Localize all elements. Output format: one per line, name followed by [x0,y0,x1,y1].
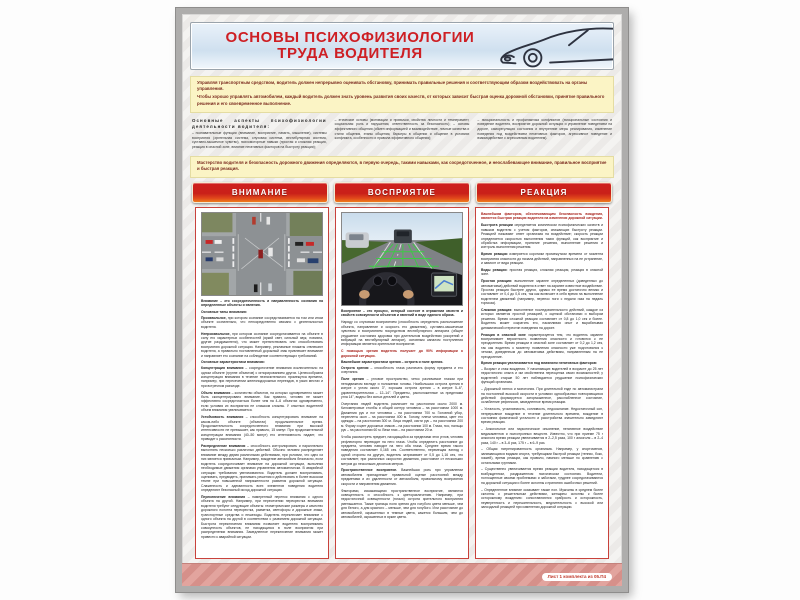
mastery-note [190,156,614,178]
content-panels [190,207,614,559]
paragraph: Устойчивость внимания – способность концентрировать внимание на каком-либо объекте (объектах) продолжительное время. Продолжительность сосредоточенного внимания при высокой интенсивности не превышает, как правило, 15 минут. При продолжительной концентрации внимания (40–50 минут) его интенсивность падает, что приводит к рассеянности. [201,415,324,442]
car-sketch-icon [495,23,613,69]
paragraph: Непроизвольное, при котором сознание сосредотачивается на объекте в силу его характерных особенностей (яркий свет, сильный звук, новизна, другие раздражители), что может препятствовать или способствовать восприятию дорожной ситуации. Например, рекламные плакаты отвлекают водителя, а правильно поставленный дорожный знак привлекает внимание и направляет его сознание на соблюдение соответствующих требований. [201,331,323,358]
paragraph: Важнейшие характеристики зрения – острота и поле зрения. [341,360,444,365]
bottom-band [182,563,622,586]
paragraph: С помощью зрения водитель получает до 90% информации о дорожной ситуации. [341,349,463,358]
intro-paragraph-2: Чтобы хорошо управлять автомобилем, каждый водитель должен знать уровень развития своих качеств, от которых зависит быстрая оценка дорожной обстановки, принятие правильного решения и его своевременное выполнение. [197,94,605,106]
poster-inner [182,14,622,586]
intro-paragraph-1: Управляя транспортным средством, водитель должен непрерывно оценивать обстановку, принимать правильные решения и соответствующим образом воздействовать на органы управления. [197,80,588,92]
paragraph: Восприятие – это процесс, который состоит в отражении качеств и свойств совокупности объектов и явлений в виде единого образа. [341,309,463,318]
paragraph: – Общая натренированность организма. Например, у спортсменов, занимающихся видами спорта, требующими быстрой реакции (теннис, бокс, хоккей), время реакции, как правило, намного меньше по сравнению с остальными группами. [481,447,603,465]
paragraph: Очертания людей водитель различает на расстоянии около 2000 м. Километровые столбы и общий контур человека – на расстоянии 1000 м. Движения рук и ног человека – на расстоянии 700 м. Головной убор, переплеты окон – на расстоянии 400 м. Голову, плечи человека, цвет его одежды – на расстоянии 300 м. Лица людей, кисти рук – на расстоянии 200 м. Форму и цвет дорожных знаков – на расстоянии 100 м. Глаза, нос, пальцы рук – на расстоянии 60 м. Веки глаз – на расстоянии 20 м. [341,401,463,433]
paragraph: Наряду со слуховым восприятием (способность определять расположение объекта, направление и скорость его движения), суставно-мышечным чувством и восприятием посредством вестибулярного аппарата (общее ухудшение состояния здоровья при длительном воздействии ускорений и вибраций на вестибулярный аппарат), основным каналом поступления информации является зрительное восприятие. [341,320,463,347]
aspects-column-1 [192,118,327,150]
paragraph: Основные характеристики внимания: [201,360,265,365]
aspects-column-3 [477,118,612,150]
paragraph: Важнейшим фактором, обеспечивающим безопасность вождения, является быстрая реакция водителя на изменения дорожной ситуации. [481,212,603,221]
driver-view-photo [341,212,463,306]
section-header-row [190,182,614,203]
reaction-text-block [481,212,603,510]
paragraph: Время реакции увеличивается под влиянием негативных факторов: [481,361,598,366]
paragraph: Распределение внимания – способность контролировать и параллельно выполнять несколько различных действий. Обычно человек распределяет внимание между двумя различными действиями, при условии, что одно из них является привычным. Например, вождение автомобиля безопасно, если водитель сосредоточивает внимание на дорожной ситуации, выполняя необходимые движения органами управления автоматически. В аварийной ситуации требования увеличиваются. Водитель должен воспринимать, оценивать, предвидеть, принимать решения и действовать в более высоком темпе при повышенной напряженности развития дорожной ситуации. Слаженность и адекватность всех элементов поведения водителя определяют безопасный исход дорожной ситуации. [201,444,323,493]
panel-attention [195,207,329,559]
paragraph: Сложная реакция: выполнение последовательности действий, каждое из которых является простой реакцией, с оценкой обстановки и выбором решения. Время сложной реакции составляет от 0,8 до 1,0 сек и более. Водитель может сократить его, накапливая опыт и вырабатывая динамический стереотип поведения на дороге. [481,308,603,330]
aspects-column-2 [335,118,470,150]
paragraph: Внимание – это сосредоточенность и направленность сознания на определенные объекты и явления. [201,299,323,308]
paragraph: Острота зрения – способность глаза различать форму предмета и его очертания. [341,366,463,375]
paragraph: Реакция в опасной зоне характеризуется тем, что водитель заранее воспринимает вероятность появления опасности и готовится к ее преодолению. Время реакции в опасной зоне составляет от 0,2 до 1,2 сек, так как водитель к моменту появления опасности уже подготовился к четким, доведенным до автоматизма действиям, направленным на ее преодоление. [481,332,603,359]
section-header-perception: ВОСПРИЯТИЕ [334,182,470,203]
aspects-text-2: – этические основы (мотивации и привычки, свойства личности и темперамент, социальная роль и нарушения, ответственность за безопасность); – основы эффективного общения (обмен информацией и взаимодействие, личные качества и стили общения, этапы общения, барьеры в общении и общение в условиях конфликта, особенности и правила эффективного общения); [334,117,470,141]
paragraph: Чтобы рассмотреть предмет, находящийся за пределами этих углов, человек рефлекторно переводит на него глаза. Чтобы определить расстояние до предмета, человек наводит на него оба глаза. Среднее время такого наведения составляет 0,165 сек. Соответственно, перемещая взгляд с одной стороны на другую, водитель затрачивает от 0,5 до 1,16 сек, что составляет, при различных скоростях движения, расстояние от нескольких метров до нескольких десятков метров. [341,435,463,466]
poster [176,8,628,592]
paragraph: – Усталость, утомляемость, сонливость, недосыпание. Недостаточный сон, непрерывное вождение в течение длительного времени, вождение в состоянии физической усталости и расстройства значительно замедляют время реакции. [481,407,603,425]
aspects-text-3: – эмоциональность и профилактика конфликтов (эмоциональные состояния и поведение водителя, восприятие дорожной ситуации и управление поведением на дороге, саморегуляция состояния и внутренние меры реагирования, изменение поведения под воздействием негативных факторов, агрессивное поведение и взаимодействие с агрессивным водителем). [477,117,613,141]
paragraph: Факторами, искажающими пространственное восприятие, являются освещенность и способность к цветоразличению. Например, при недостаточной освещенности (ночью) острота зрительного восприятия уменьшается. Также границы поля зрения для голубого цвета меньше, чем для белого, а для красного – меньше, чем для голубого. Или расстояние до автомобилей, окрашенных в темные цвета, кажется большим, чем до автомобилей, окрашенных в яркие цвета. [341,488,463,520]
perception-text-block [341,309,463,519]
paragraph: Переключение внимания – намеренный перенос внимания с одного объекта на другой. Например, при пересечении перекрестка внимания водителя требуют следующие объекты: геометрические размеры и качество дорожного полотна перекрестка, разметка, светофоры и дорожные знаки, транспортные средства и пешеходы. Водитель переключает внимание с одного объекта на другой в соответствии с развитием дорожной ситуации. Быстрота переключения внимания позволяет водителю воспринимать совокупность объектов, не находящихся в поле восприятия при распределении внимания. Замедленное переключение внимания может привести к аварийной ситуации. [201,495,323,539]
paragraph: Пространственное восприятие. Важнейшая роль при управлении автомобилем принадлежит правильной оценке расстояний между предметами и их удаленности от автомобиля, правильному восприятию скорости и направления движения. [341,468,463,486]
paragraph: – Определенное влияние оказывает также пол. Мужчины в среднем более склонны к решительным действиям, женщины склонны к более осторожному вождению: сопоставляются храбрость и осторожность, неуверенность и нерешительность, медлительность с высокой или запоздалой реакцией при изменении дорожной ситуации. [481,487,603,510]
paragraph: Быстрота реакции определяется комплексом психофизических качеств и навыков водителя с учетом факторов, снижающих быстроту реакции. Реакцией называют ответ организма на воздействие; скорость реакции определяется скоростью выполнения таких функций, как восприятие и обработка информации, принятие решения, выполнение решения и контроль выполнения решения. [481,223,604,250]
footer-note: Лист 1 комплекта из 05.П4 [542,573,612,581]
paragraph: Объем внимания – количество объектов, на которых одновременно может быть сконцентрировано внимание. Как правило, человек не может эффективно сосредоточиться более чем на 4–6 объектах одновременно, если условия их восприятия не слишком сложны. У опытных водителей объем внимания увеличивается. [201,390,323,413]
title-line-2: ТРУДА ВОДИТЕЛЯ [277,45,423,62]
paragraph: – Дорожный гипноз и монотония. При длительной езде по автомагистрали на постоянной высокой скорости в условиях однообразных повторяющихся действий формируется заторможенное, расслабленное состояние, ослабление рефлексов, замедленное время реакции. [481,387,603,405]
paragraph: Произвольное, при котором сознание сосредотачивается на том или ином объекте сознательно, что непосредственно связано с деятельностью водителя. [201,315,323,329]
paragraph: Виды реакции: простая реакция, сложная реакция, реакция в опасной зоне. [481,267,603,277]
paragraph: Время реакции измеряется коротким промежутком времени от момента восприятия опасности до начала действий, направленных на ее устранение, и зависит от вида реакции. [481,252,603,266]
paragraph: – Алкогольное или наркотическое опьянение, негативное воздействие медикаментов и психотропных веществ. Известно, что при приеме 75 г алкоголя время реакции увеличивается в 2–2,5 раза, 100 г алкоголя – в 2–4 раза, 140 г – в 3–6 раз, 175 г – в 6–9 раз. [481,427,603,445]
poster-header [190,22,614,70]
paragraph: Основные типы внимания: [201,310,247,315]
section-header-reaction: РЕАКЦИЯ [476,182,612,203]
attention-text-block [201,299,323,539]
paragraph: – Существенно увеличивается время реакции водителя, находящегося в возбужденном, раздраженном психическом состоянии. Водители, поглощенные своими проблемами и заботами, труднее сосредотачиваются на дорожной ситуации и более склонны к принятию ошибочных решений. [481,467,603,485]
intersection-aerial-photo [201,212,323,296]
paragraph: Простая реакция: выполнение заранее определенных (доведенных до автоматизма) действий водителя в ответ на заранее известное воздействие. Простая реакция быстрее других, однако ее время достаточно велико и составляет от 0,4 до 0,6 сек, так как включает в себя время на выполнение водителем движений (например, перенос ноги с педали газа на педаль тормоза). [481,279,603,306]
paragraph: Поле зрения – угловое пространство, четко различимое глазом при неподвижном взгляде и положении головы. Наибольшая острота зрения в конусе с углом около 3°, хорошая острота зрения – в конусе 5–6°, удовлетворительная – 12–14°. Предметы, расположенные за пределами угла 14°, видны без ясных деталей и цвета. [341,377,463,399]
title-line-1: ОСНОВЫ ПСИХОФИЗИОЛОГИИ [225,28,475,46]
aspects-section [190,118,614,150]
page-title [191,30,495,63]
panel-perception [335,207,469,559]
mastery-text: Мастерство водителя и безопасность дорожного движения определяются, в первую очередь, такими навыками, как сосредоточенное, и неослабевающее внимание, правильное восприятие и быстрая реакция. [197,159,607,171]
intro-note [190,76,614,113]
paragraph: – Возраст и стаж вождения. У начинающих водителей в возрасте до 25 лет недостаточно опыта и им свойственна переоценка своих возможностей; у водителей старше 50 лет наблюдается ухудшение психофизических функций организма. [481,367,603,385]
aspects-heading: Основные аспекты психофизиологии деятельности водителя: [192,117,327,129]
aspects-text-1: – познавательные функции (внимание, восприятие, память, мышление), системы восприятия (зрительная система, слуховая система, вестибулярная система, суставно-мышечное чувство), психомоторные навыки (простая и сложная реакция, реакция в опасной зоне, влияние негативных факторов на быстроту реакции); [192,131,327,150]
panel-reaction [475,207,609,559]
paragraph: Концентрация внимания – сосредоточение внимания исключительно на одном объекте (группе объектов) с игнорированием других. Целесообразна концентрация внимания в течение незначительного промежутка времени, например, при пересечении железнодорожных переездов, в узких местах и при встречном разъезде. [201,366,323,388]
section-header-attention: ВНИМАНИЕ [192,182,328,203]
